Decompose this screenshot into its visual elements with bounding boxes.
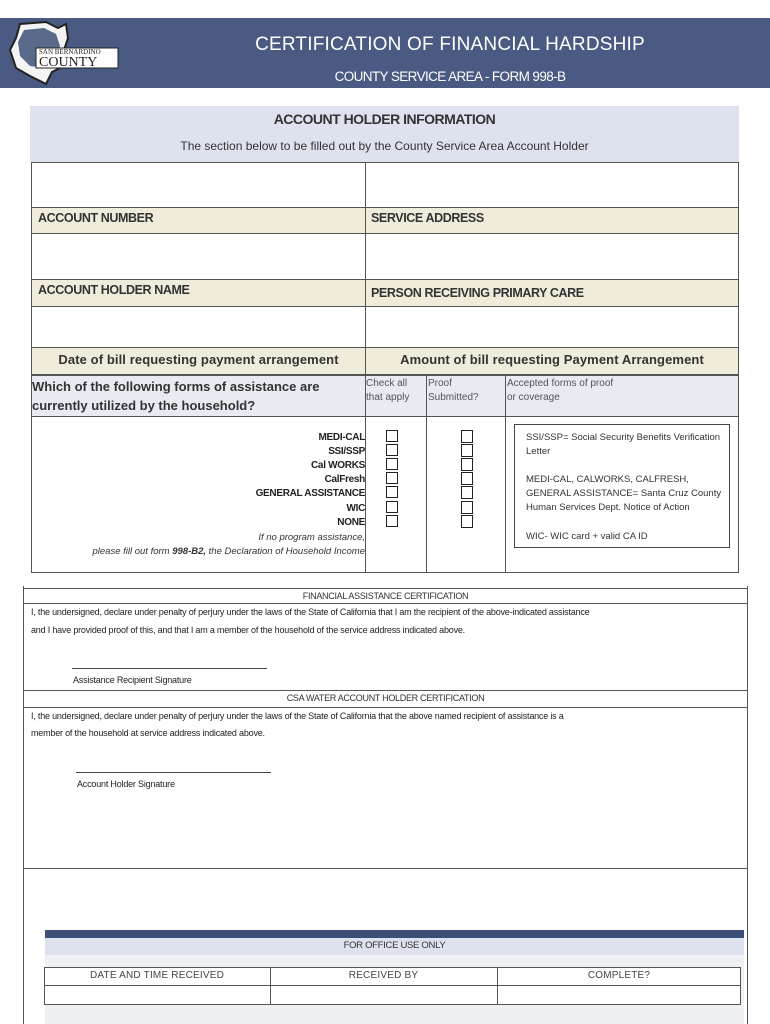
proof-none-checkbox[interactable] xyxy=(461,515,473,528)
check-general-assistance-checkbox[interactable] xyxy=(386,486,398,498)
proof-note-medi-cal: MEDI-CAL, CALWORKS, CALFRESH, GENERAL ASSISTANCE= Santa Cruz County Human Services Dept. Notice of Action xyxy=(526,474,722,513)
bill-date-label: Date of bill requesting payment arrangement xyxy=(58,352,339,367)
proof-ssi-ssp-checkbox[interactable] xyxy=(461,444,473,457)
logo-text-main: COUNTY xyxy=(39,55,98,70)
assist-item-general-assistance: GENERAL ASSISTANCE xyxy=(255,488,365,499)
bill-date-input[interactable] xyxy=(31,306,366,348)
date-received-input[interactable] xyxy=(45,986,270,1004)
csa-cert-line1: I, the undersigned, declare under penalty of perjury under the laws of the State of California that the above named recipient of assistance is a xyxy=(31,711,564,721)
financial-cert-line2: and I have provided proof of this, and that I am a member of the household of the service address indicated above. xyxy=(31,625,465,635)
person-primary-care-label: PERSON RECEIVING PRIMARY CARE xyxy=(371,286,584,300)
form-title: CERTIFICATION OF FINANCIAL HARDSHIP xyxy=(255,34,645,55)
account-holder-name-input[interactable] xyxy=(31,233,366,280)
person-primary-care-input[interactable] xyxy=(365,233,739,280)
received-by-input[interactable] xyxy=(271,986,497,1004)
assist-item-medi-cal: MEDI-CAL xyxy=(318,432,365,443)
office-use-bar xyxy=(45,930,744,938)
account-holder-name-label: ACCOUNT HOLDER NAME xyxy=(38,283,190,297)
proof-note-wic: WIC- WIC card + valid CA ID xyxy=(526,531,648,542)
csa-cert-line2: member of the household at service address indicated above. xyxy=(31,728,265,738)
assistance-recipient-signature-label: Assistance Recipient Signature xyxy=(73,675,192,685)
office-col-received-by: RECEIVED BY xyxy=(348,970,419,981)
no-program-form-number: 998-B2, xyxy=(172,546,207,557)
account-holder-signature-label: Account Holder Signature xyxy=(77,779,175,789)
check-medi-cal-checkbox[interactable] xyxy=(386,430,398,442)
assist-item-calfresh: CalFresh xyxy=(324,474,365,485)
proof-medi-cal-checkbox[interactable] xyxy=(461,430,473,443)
check-wic-checkbox[interactable] xyxy=(386,501,398,513)
proof-calworks-checkbox[interactable] xyxy=(461,458,473,471)
check-ssi-ssp-checkbox[interactable] xyxy=(386,444,398,456)
proof-note-ssi: SSI/SSP= Social Security Benefits Verification Letter xyxy=(526,432,721,457)
service-address-label: SERVICE ADDRESS xyxy=(371,211,484,225)
proof-calfresh-checkbox[interactable] xyxy=(461,472,473,485)
assistance-recipient-signature-line[interactable] xyxy=(72,668,267,669)
county-logo xyxy=(6,20,126,86)
financial-cert-title: FINANCIAL ASSISTANCE CERTIFICATION xyxy=(302,591,469,601)
service-address-input[interactable] xyxy=(365,162,739,208)
divider xyxy=(23,868,748,869)
account-info-subtitle: The section below to be filled out by the County Service Area Account Holder xyxy=(180,139,589,153)
office-col-date-received: DATE AND TIME RECEIVED xyxy=(89,970,225,981)
financial-cert-line1: I, the undersigned, declare under penalty of perjury under the laws of the State of California that I am the recipient of the above-indicated assistance xyxy=(31,607,590,617)
form-subtitle: COUNTY SERVICE AREA - FORM 998-B xyxy=(334,69,566,84)
bill-amount-label: Amount of bill requesting Payment Arrangement xyxy=(400,352,704,367)
assist-item-none: NONE xyxy=(337,517,365,528)
account-holder-signature-line[interactable] xyxy=(76,772,271,773)
account-info-title: ACCOUNT HOLDER INFORMATION xyxy=(273,111,496,127)
assist-item-ssi-ssp: SSI/SSP xyxy=(328,446,365,457)
assistance-question: Which of the following forms of assistance are currently utilized by the household? xyxy=(32,379,320,413)
check-all-header: Check all that apply xyxy=(366,378,410,403)
check-calworks-checkbox[interactable] xyxy=(386,458,398,470)
office-col-complete: COMPLETE? xyxy=(587,970,651,981)
no-program-pre: please fill out form xyxy=(92,546,173,557)
assist-item-wic: WIC xyxy=(346,503,365,514)
no-program-line1: If no program assistance, xyxy=(258,532,365,543)
accepted-forms-header: Accepted forms of proof or coverage xyxy=(507,378,614,403)
office-use-title: FOR OFFICE USE ONLY xyxy=(343,940,446,951)
logo-text-top: SAN BERNARDINO xyxy=(39,48,101,56)
account-number-label: ACCOUNT NUMBER xyxy=(38,211,154,225)
no-program-line2 xyxy=(92,546,365,557)
bill-amount-input[interactable] xyxy=(365,306,739,348)
assist-item-calworks: Cal WORKS xyxy=(311,460,365,471)
check-none-checkbox[interactable] xyxy=(386,515,398,527)
proof-general-assistance-checkbox[interactable] xyxy=(461,486,473,499)
check-calfresh-checkbox[interactable] xyxy=(386,472,398,484)
proof-wic-checkbox[interactable] xyxy=(461,501,473,514)
no-program-post: the Declaration of Household Income xyxy=(206,546,365,557)
proof-header: Proof Submitted? xyxy=(428,378,479,403)
csa-cert-title: CSA WATER ACCOUNT HOLDER CERTIFICATION xyxy=(286,693,485,703)
complete-input[interactable] xyxy=(498,986,740,1004)
account-number-input[interactable] xyxy=(31,162,366,208)
